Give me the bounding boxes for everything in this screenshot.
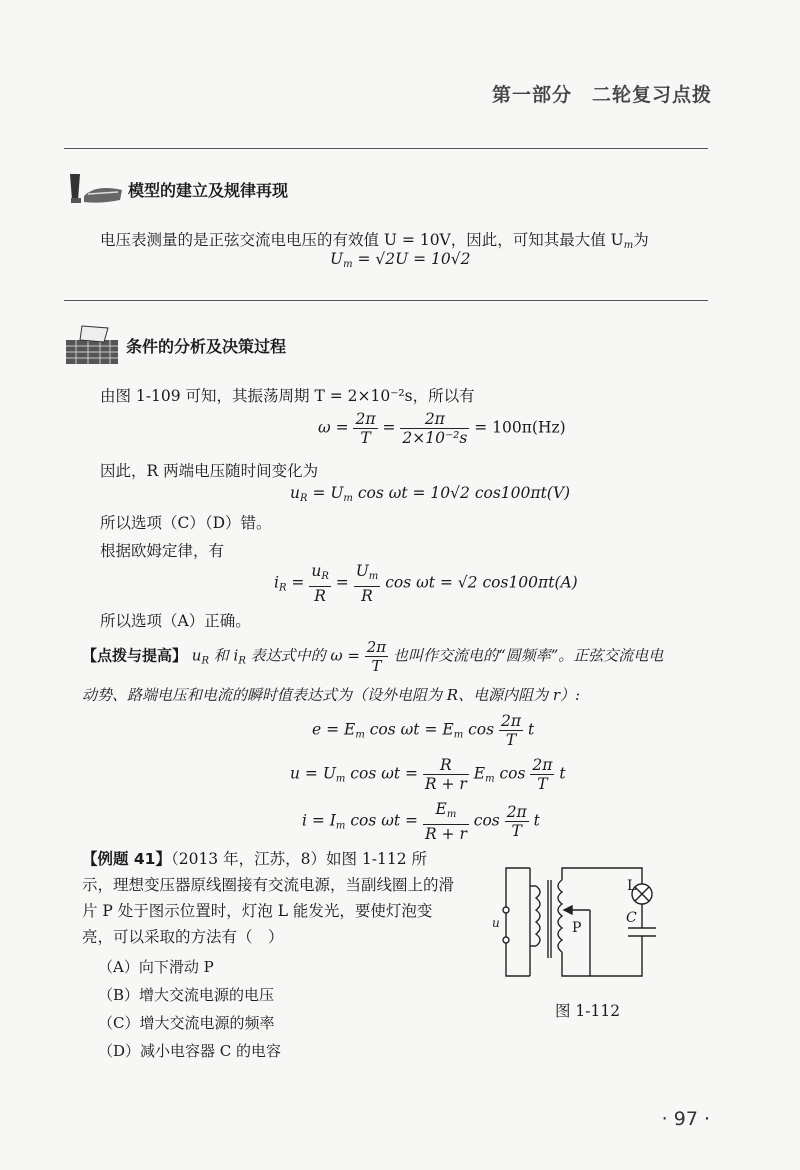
- equation-ur: $u_R = U_m$ cos ωt = 10√2 cos100πt(V): [290, 484, 571, 504]
- tip-paragraph-line1: 【点拨与提高】 $u_R$ 和 $i_R$ 表达式中的 ω = $\frac{2\pi}{T}$ 也叫作交流电的“圆频率”。正弦交流电电: [82, 638, 664, 675]
- text-r-voltage: 因此，R 两端电压随时间变化为: [100, 462, 319, 480]
- label-lamp: L: [627, 878, 637, 894]
- paragraph-effective-value: 电压表测量的是正弦交流电电压的有效值 U = 10V，因此，可知其最大值 $U_m$为: [100, 231, 649, 251]
- label-capacitor: C: [626, 910, 637, 926]
- equation-um: $U_m = √2U = 10√2$: [330, 250, 471, 270]
- equation-ir: $i_R$ = $\frac{u_R}{R}$ = $\frac{U_m}{R}$ cos ωt = √2 cos100πt(A): [274, 562, 578, 605]
- example-line1: 【例题 41】（2013 年，江苏，8）如图 1-112 所: [82, 850, 427, 868]
- equation-u: $u = U_m$ cos ωt = $\frac{R}{R + r}$ $E_m$ cos $\frac{2\pi}{T}$ t: [290, 756, 566, 793]
- equation-i: $i = I_m$ cos ωt = $\frac{E_m}{R + r}$ cos $\frac{2\pi}{T}$ t: [302, 800, 540, 843]
- option-a: （A）向下滑动 P: [98, 958, 214, 976]
- equation-omega: ω = $\frac{2\pi}{T}$ = $\frac{2\pi}{\text{2×10⁻²s}}$ = 100π(Hz): [318, 410, 566, 447]
- label-source: u: [492, 916, 500, 930]
- example-line4: 亮，可以采取的方法有（ ）: [82, 928, 284, 946]
- divider: [64, 148, 708, 149]
- label-slider: P: [572, 920, 582, 936]
- running-header: 第一部分 二轮复习点拨: [491, 84, 712, 106]
- figure-caption: 图 1-112: [555, 1002, 621, 1020]
- text-option-a-correct: 所以选项（A）正确。: [100, 612, 251, 630]
- option-d: （D）减小电容器 C 的电容: [98, 1042, 282, 1060]
- tip-paragraph-line2: 动势、路端电压和电流的瞬时值表达式为（设外电阻为 R、电源内阻为 r）:: [82, 686, 581, 704]
- text-period: 由图 1-109 可知，其振荡周期 T = 2×10⁻²s，所以有: [100, 387, 475, 405]
- section-icon-analysis: [64, 322, 124, 370]
- section-title-model: 模型的建立及规律再现: [128, 181, 289, 200]
- circuit-figure: [490, 858, 690, 992]
- option-b: （B）增大交流电源的电压: [98, 986, 275, 1004]
- section-title-analysis: 条件的分析及决策过程: [126, 337, 287, 356]
- example-line3: 片 P 处于图示位置时，灯泡 L 能发光，要使灯泡变: [82, 902, 433, 920]
- example-line2: 示，理想变压器原线圈接有交流电源，当副线圈上的滑: [82, 876, 455, 894]
- divider: [64, 300, 708, 301]
- equation-e: $e = E_m$ $\cos \omega t = E_m$ cos $\frac{2\pi}{T}$ t: [312, 712, 535, 749]
- text-option-cd-wrong: 所以选项（C）（D）错。: [100, 514, 272, 532]
- text-ohm-law: 根据欧姆定律，有: [100, 542, 225, 560]
- page-number: · 97 ·: [661, 1108, 710, 1130]
- option-c: （C）增大交流电源的频率: [98, 1014, 275, 1032]
- section-icon-model: [66, 170, 128, 210]
